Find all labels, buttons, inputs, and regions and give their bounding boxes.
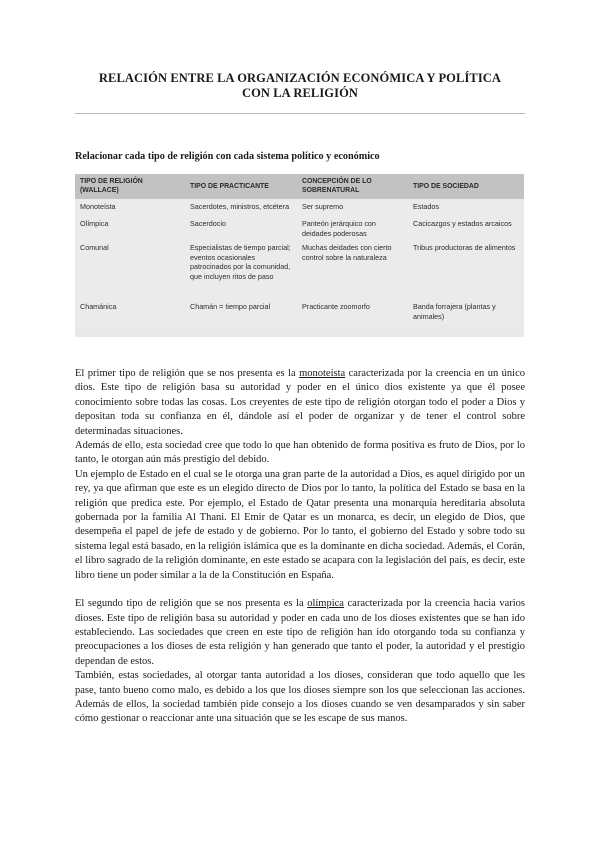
paragraph-olympic-societies: También, estas sociedades, al otorgar tanta autoridad a los dioses, consideran que todo aquello que les pase, tanto bueno como malo, es debido a los que los dioses siempre son los que seleccionan las acciones. Además de ellos, la sociedad también pide consejo a los dioses cuando se ven desamparados y sin saber cómo gestionar o reaccionar ante una situación que se les escape de sus manos.: [75, 670, 525, 725]
table-cell: Ser supremo: [297, 199, 408, 216]
table-cell: Practicante zoomorfo: [297, 299, 408, 326]
table-header-row: [75, 174, 524, 199]
title-divider: [75, 113, 525, 114]
table-cell: Comunal: [75, 240, 185, 299]
paragraph-monotheist: [75, 367, 525, 439]
term-monotheist: monoteísta: [299, 368, 346, 379]
document-title: [75, 71, 525, 101]
table-cell: Muchas deidades con cierto control sobre la naturaleza: [297, 240, 408, 299]
paragraph-text: El segundo tipo de religión que se nos presenta es la: [75, 598, 308, 610]
table-cell: Sacerdocio: [185, 216, 297, 240]
header-society-type: TIPO DE SOCIEDAD: [408, 174, 524, 199]
table-row: [75, 240, 524, 299]
term-olympic: olímpica: [307, 598, 344, 610]
religion-table-image: [75, 174, 524, 337]
header-religion-type: TIPO DE RELIGIÓN (WALLACE): [75, 174, 185, 199]
paragraph-olympic: [75, 597, 525, 669]
title-line-2: CON LA RELIGIÓN: [241, 86, 359, 100]
table-cell: Tribus productoras de alimentos: [408, 240, 524, 299]
section-subtitle: Relacionar cada tipo de religión con cada sistema político y económico: [75, 151, 380, 162]
paragraph-additional: Además de ello, esta sociedad cree que todo lo que han obtenido de forma positiva es fruto de Dios, por lo tanto, le otorgan aún más prestigio del debido.: [75, 440, 525, 466]
body-text: [75, 367, 525, 727]
table-cell: Chamán = tiempo parcial: [185, 299, 297, 326]
paragraph-text: El primer tipo de religión que se nos presenta es la: [75, 368, 300, 379]
table-row: [75, 216, 524, 240]
table-row: [75, 299, 524, 326]
table-cell: Monoteísta: [75, 199, 185, 216]
paragraph-text: caracterizada por la creencia en un único dios. Este tipo de religión basa su autoridad y poder en el único dios existente ya que él posee conocimiento sobre todas las cosas. Los creyentes de este tipo de religión otorgan todo el poder a Dios y depositan toda su confianza en él, dándole así el poder de organizar y de tener el control sobre determinadas situaciones.: [75, 368, 526, 437]
table-cell: Especialistas de tiempo parcial; eventos ocasionales patrocinados por la comunidad, que incluyen ritos de paso: [185, 240, 297, 299]
table-cell: Chamánica: [75, 299, 185, 326]
table-cell: Cacicazgos y estados arcaicos: [408, 216, 524, 240]
table-cell: Panteón jerárquico con deidades poderosas: [297, 216, 408, 240]
table-cell: Olímpica: [75, 216, 185, 240]
header-supernatural-concept: CONCEPCIÓN DE LO SOBRENATURAL: [297, 174, 408, 199]
religion-table: [75, 174, 524, 326]
table-cell: Estados: [408, 199, 524, 216]
paragraph-qatar-example: Un ejemplo de Estado en el cual se le otorga una gran parte de la autoridad a Dios, es aquel dirigido por un rey, ya que afirman que este es un elegido directo de Dios por lo tanto, la política del Estado se basa en la religión que predica este. Por ejemplo, el Estado de Qatar presenta una monarquía hereditaria absoluta gobernada por la familia Al Thani. El Emir de Qatar es un monarca, es decir, un elegido de Dios, que desempeña el papel de jefe de estado y de gobierno. Por lo tanto, el gobierno del Estado y sobre todo su sistema legal está basado, en la religión islámica que es la dominante en dicha sociedad. Además, el Corán, el libro sagrado de la religión dominante, en este estado se acapara con la legislación del país, es decir, este libro tiene un poder similar a la de la Constitución en España.: [75, 468, 525, 581]
title-line-1: RELACIÓN ENTRE LA ORGANIZACIÓN ECONÓMICA Y POLÍTICA: [98, 71, 502, 85]
table-row: [75, 199, 524, 216]
table-cell: Banda forrajera (plantas y animales): [408, 299, 524, 326]
table-cell: Sacerdotes, ministros, etcétera: [185, 199, 297, 216]
header-practitioner-type: TIPO DE PRACTICANTE: [185, 174, 297, 199]
paragraph-text: caracterizada por la creencia hacia varios dioses. Este tipo de religión basa su autoridad y poder en cada uno de los dioses existentes que se han ido estableciendo. Las sociedades que creen en este tipo de religión han ido otorgando toda su confianza y preocupaciones a los dioses de esta religión y han generado que tanto el poder, la autoridad y el prestigio dependan de estos.: [75, 598, 526, 667]
